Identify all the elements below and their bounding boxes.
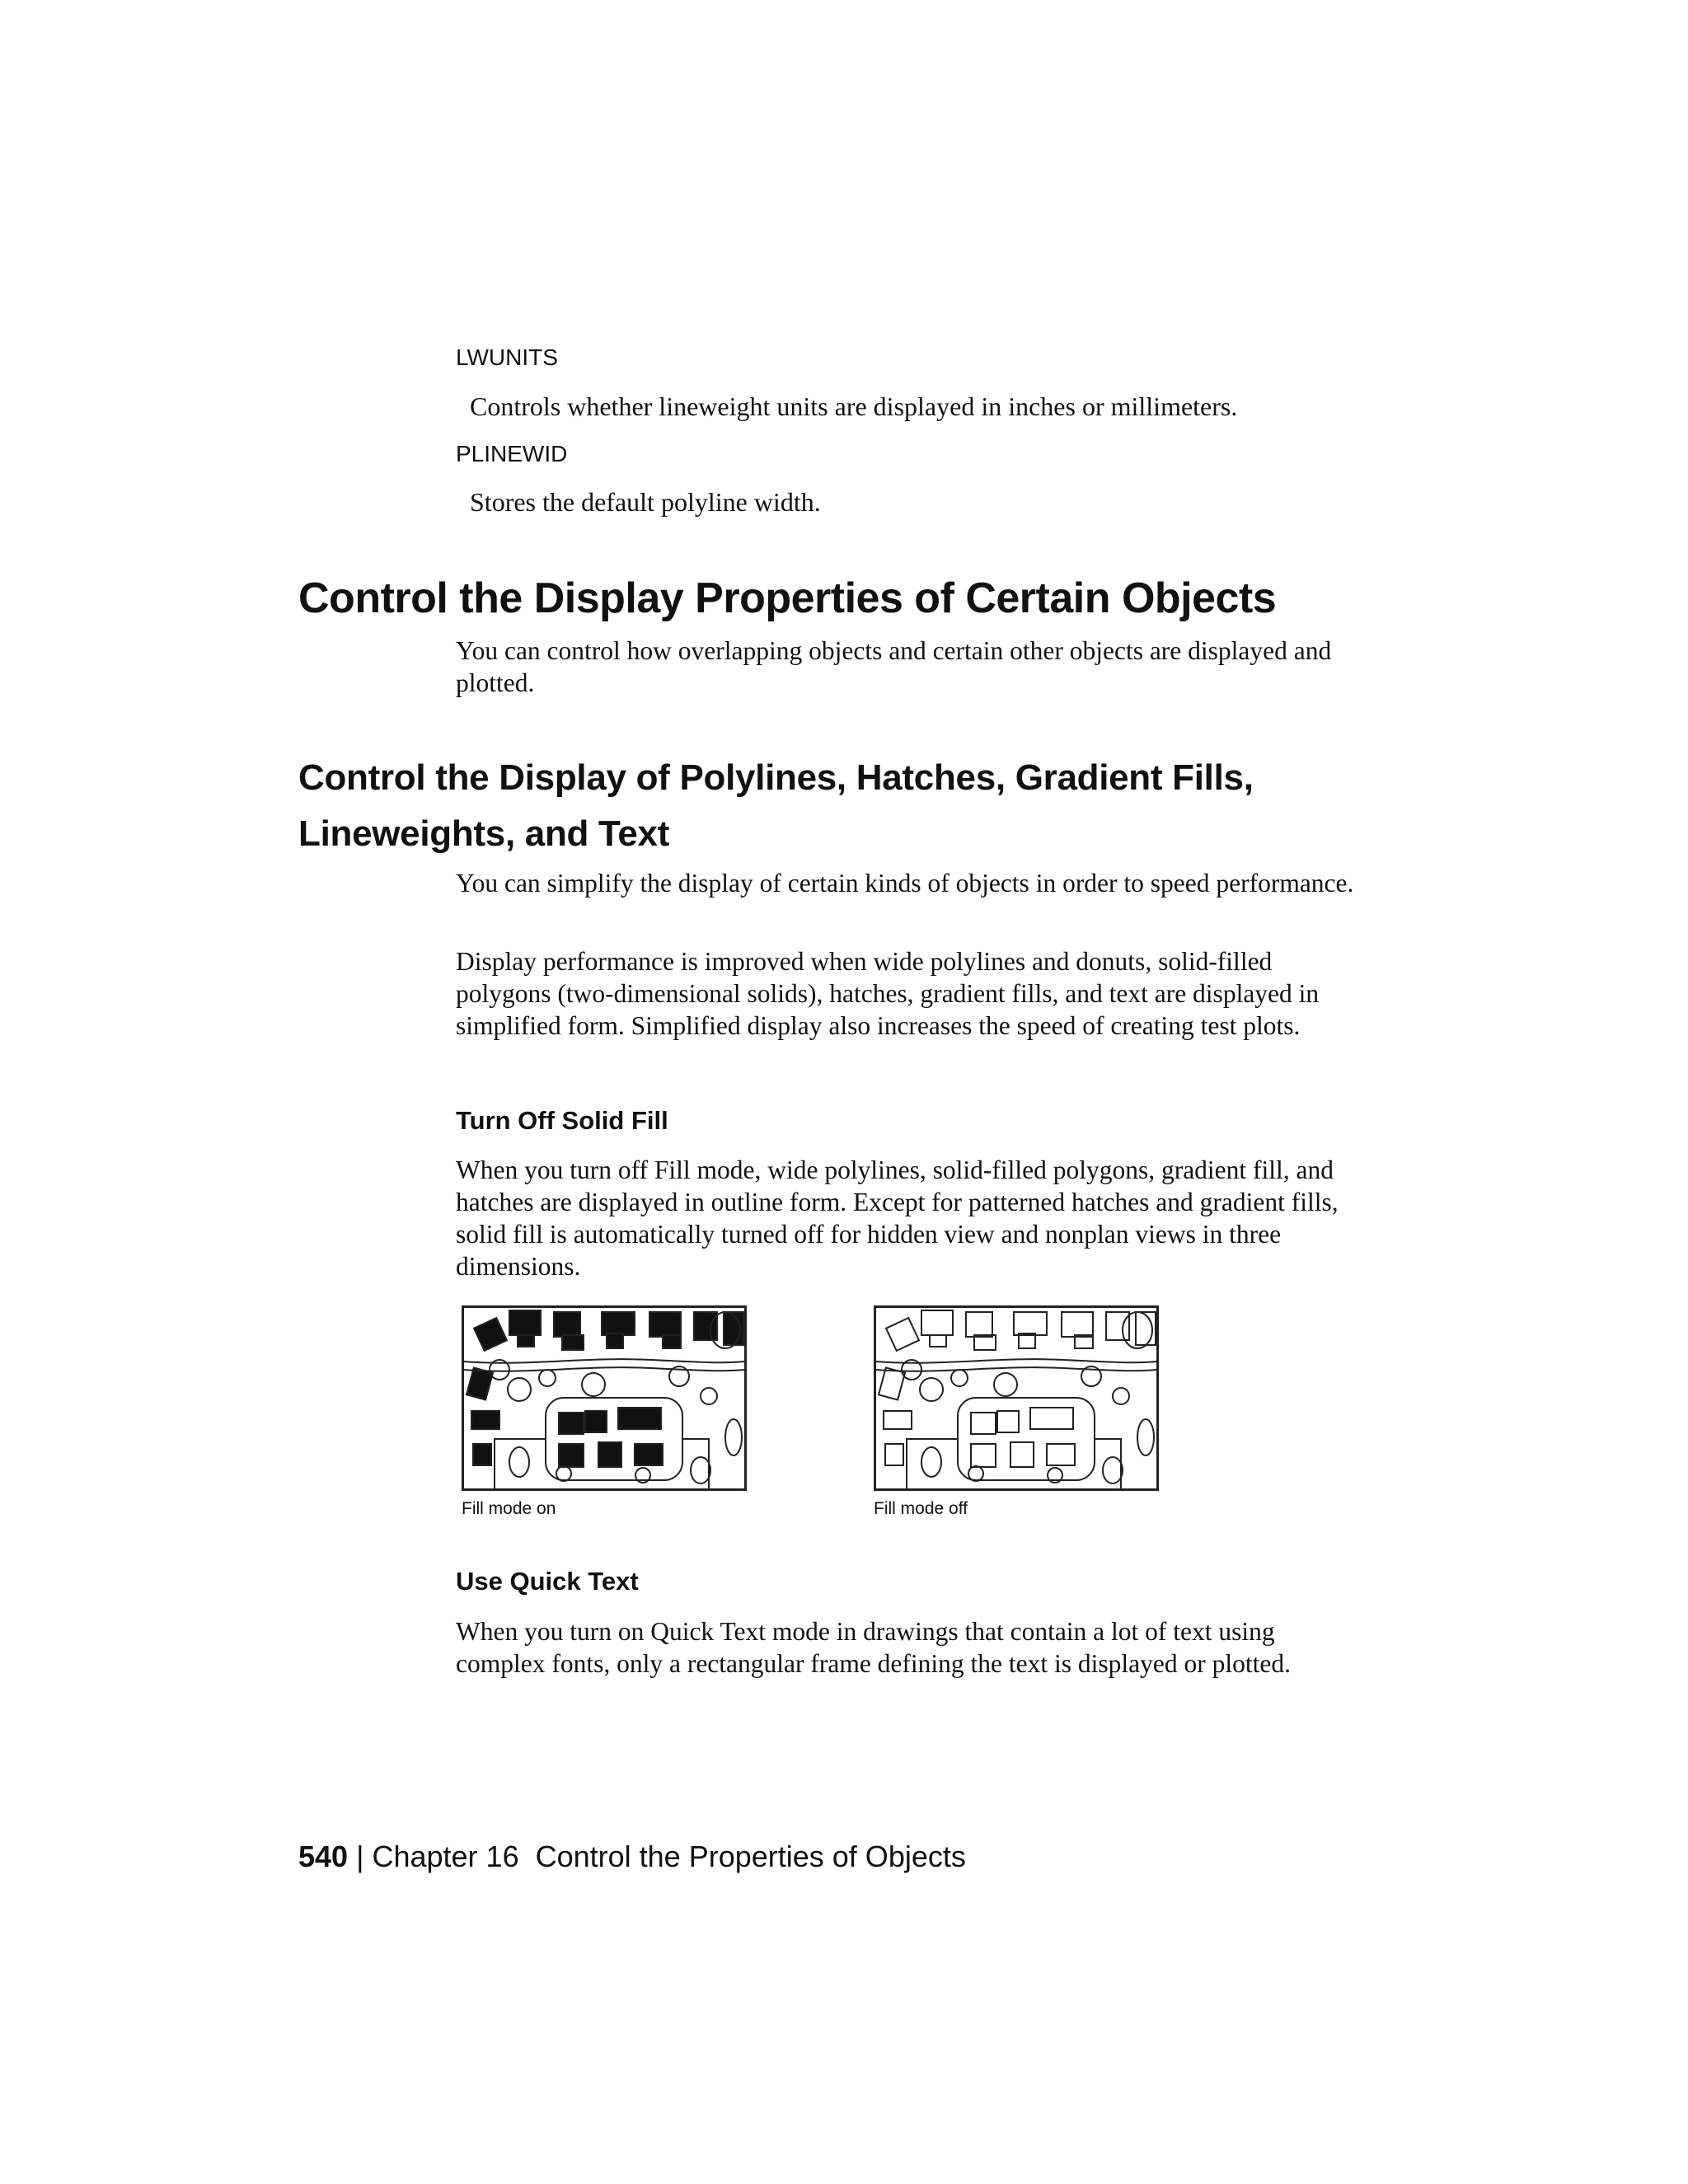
quick-text-heading: Use Quick Text [456, 1567, 639, 1596]
site-plan-outline-illustration [874, 1305, 1159, 1491]
footer-chapter-title: Control the Properties of Objects [535, 1840, 966, 1873]
footer-separator: | [356, 1840, 364, 1873]
solid-fill-body: When you turn off Fill mode, wide polylines, solid-filled polygons, gradient fill, and hatches are displayed in outline form. Except for patterned hatches and gradient fills, solid fill is automatically turned off for hidden view and nonplan views in three dimensions. [456, 1155, 1339, 1281]
subsection-heading: Control the Display of Polylines, Hatches, Gradient Fills, Lineweights, and Text [298, 757, 1254, 854]
page-number: 540 [298, 1840, 349, 1873]
figure-fill-mode-on [462, 1305, 747, 1519]
subsection-body: Display performance is improved when wide polylines and donuts, solid-filled polygons (two-dimensional solids), hatches, gradient fills, and text are displayed in simplified form. Simplified display also increases the speed of creating test plots. [456, 947, 1320, 1040]
term-lwunits: LWUNITS [456, 344, 558, 370]
footer-chapter: Chapter 16 [372, 1840, 519, 1873]
solid-fill-heading: Turn Off Solid Fill [456, 1106, 668, 1135]
quick-text-body: When you turn on Quick Text mode in drawings that contain a lot of text using complex fonts, only a rectangular frame defining the text is displayed or plotted. [456, 1617, 1291, 1678]
figure-caption-fill-off: Fill mode off [874, 1499, 968, 1518]
term-lwunits-description: Controls whether lineweight units are displayed in inches or millimeters. [470, 391, 1238, 421]
term-plinewid-description: Stores the default polyline width. [470, 487, 821, 517]
figure-fill-mode-off [874, 1305, 1159, 1519]
page-footer [298, 1840, 966, 1874]
figure-caption-fill-on: Fill mode on [462, 1499, 556, 1518]
section-intro: You can control how overlapping objects and certain other objects are displayed and plotted. [456, 636, 1332, 697]
section-heading: Control the Display Properties of Certain Objects [298, 574, 1277, 622]
site-plan-filled-illustration [462, 1305, 747, 1491]
term-plinewid: PLINEWID [456, 441, 568, 466]
subsection-intro: You can simplify the display of certain kinds of objects in order to speed performance. [456, 869, 1354, 898]
